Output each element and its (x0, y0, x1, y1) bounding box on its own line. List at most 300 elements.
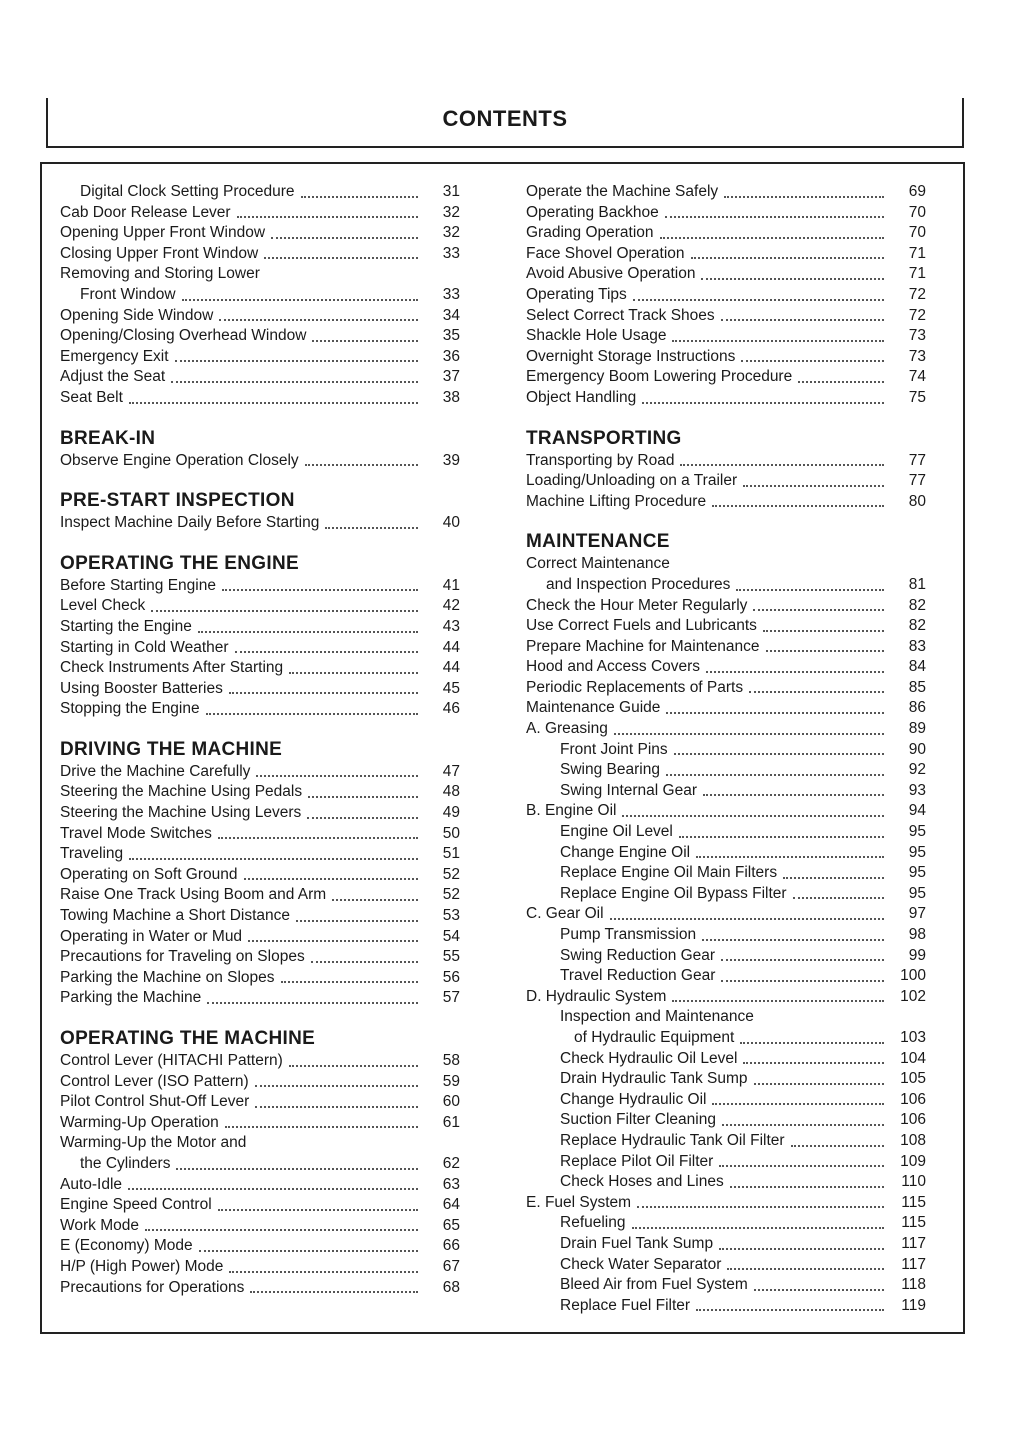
toc-section (60, 489, 460, 534)
toc-entry-page: 44 (442, 638, 460, 656)
toc-entry-page: 68 (442, 1278, 460, 1296)
toc-entry-page: 100 (900, 967, 926, 985)
toc-entry-page: 115 (901, 1214, 926, 1232)
dot-leader (679, 834, 884, 838)
dot-leader (289, 1063, 418, 1067)
toc-entry-label: Engine Oil Level (560, 823, 673, 841)
toc-entry-page: 102 (900, 987, 926, 1005)
toc-entry-page: 64 (442, 1196, 460, 1214)
toc-entry[interactable] (60, 617, 460, 638)
toc-entry-page: 99 (908, 946, 926, 964)
toc-entry[interactable] (526, 347, 926, 368)
dot-leader (206, 711, 418, 715)
toc-entry[interactable] (60, 1175, 460, 1196)
dot-leader (666, 772, 884, 776)
toc-entry[interactable] (526, 801, 926, 822)
toc-entry-page: 54 (442, 927, 460, 945)
toc-entry-page: 119 (901, 1296, 926, 1314)
dot-leader (766, 648, 885, 652)
toc-entry[interactable] (526, 1213, 926, 1234)
toc-entry-label: Change Engine Oil (560, 843, 691, 861)
toc-entry[interactable] (526, 326, 926, 347)
toc-entry-page: 59 (442, 1072, 460, 1090)
toc-entry-label: Stopping the Engine (60, 700, 200, 718)
toc-entry-page: 57 (442, 989, 460, 1007)
toc-entry-label: Operate the Machine Safely (526, 183, 719, 200)
toc-entry-page: 117 (901, 1234, 926, 1252)
dot-leader (633, 297, 884, 301)
toc-entry-label: Use Correct Fuels and Lubricants (526, 617, 757, 635)
toc-entry-label: Check Instruments After Starting (60, 659, 284, 677)
dot-leader (255, 1083, 418, 1087)
dot-leader (289, 670, 418, 674)
toc-entry[interactable] (60, 367, 460, 388)
toc-entry[interactable] (526, 1049, 926, 1070)
toc-entry[interactable] (60, 285, 460, 306)
toc-entry[interactable] (526, 740, 926, 761)
toc-entry[interactable] (60, 1051, 460, 1072)
toc-entry[interactable] (526, 863, 926, 884)
toc-entry-page: 41 (442, 576, 460, 594)
dot-leader (712, 1101, 884, 1105)
toc-entry-page: 106 (900, 1111, 926, 1129)
toc-entry-page: 82 (908, 596, 926, 614)
dot-leader (721, 957, 884, 961)
toc-entry[interactable] (526, 657, 926, 678)
toc-entry[interactable] (60, 1072, 460, 1093)
toc-entry[interactable] (526, 904, 926, 925)
toc-entry[interactable] (526, 1172, 926, 1193)
toc-entry[interactable] (526, 285, 926, 306)
toc-entry[interactable] (526, 1152, 926, 1173)
toc-entry-label: Travel Reduction Gear (560, 967, 716, 985)
toc-entry[interactable] (60, 388, 460, 409)
toc-entry-label: Auto-Idle (60, 1175, 123, 1193)
toc-entry[interactable] (60, 844, 460, 865)
toc-entry[interactable] (60, 968, 460, 989)
toc-entry-label: Travel Mode Switches (60, 824, 212, 842)
toc-entry[interactable] (60, 1133, 460, 1154)
toc-entry[interactable] (60, 347, 460, 368)
toc-entry-label: Starting in Cold Weather (60, 638, 229, 656)
dot-leader (199, 1248, 418, 1252)
toc-entry-label: Towing Machine a Short Distance (60, 907, 291, 925)
toc-entry-page: 110 (901, 1173, 926, 1191)
toc-entry-page: 75 (908, 388, 926, 406)
toc-entry[interactable] (526, 367, 926, 388)
toc-entry[interactable] (60, 1278, 460, 1299)
toc-entry-label: Swing Bearing (560, 761, 660, 779)
toc-entry-label: Loading/Unloading on a Trailer (526, 472, 738, 490)
toc-entry-label: Transporting by Road (526, 451, 675, 469)
dot-leader (182, 297, 418, 301)
dot-leader (719, 1246, 884, 1250)
toc-entry-label: Steering the Machine Using Pedals (60, 783, 303, 801)
toc-entry-label: Suction Filter Cleaning (560, 1111, 716, 1129)
toc-entry[interactable] (526, 678, 926, 699)
toc-entry[interactable] (526, 946, 926, 967)
toc-section (60, 552, 460, 720)
dot-leader (741, 358, 884, 362)
dot-leader (740, 1040, 884, 1044)
toc-entry-label: Swing Reduction Gear (560, 946, 716, 964)
toc-entry-page: 92 (908, 761, 926, 779)
toc-entry[interactable] (526, 843, 926, 864)
toc-entry[interactable] (60, 264, 460, 285)
toc-entry[interactable] (526, 1007, 926, 1028)
toc-entry-label: Periodic Replacements of Parts (526, 678, 744, 696)
toc-section (526, 182, 926, 409)
toc-entry-label: Control Lever (HITACHI Pattern) (60, 1052, 283, 1069)
toc-entry-page: 34 (442, 306, 460, 324)
dot-leader (610, 916, 884, 920)
dot-leader (736, 587, 884, 591)
toc-entry-page: 44 (442, 659, 460, 677)
toc-entry-label: B. Engine Oil (526, 802, 617, 820)
toc-entry-page: 31 (442, 183, 460, 200)
right-column (526, 182, 926, 1316)
toc-entry-label: Pump Transmission (560, 926, 697, 943)
toc-entry[interactable] (526, 616, 926, 637)
toc-entry[interactable] (60, 658, 460, 679)
dot-leader (281, 979, 418, 983)
dot-leader (151, 608, 418, 612)
toc-entry[interactable] (526, 1131, 926, 1152)
section-heading: BREAK-IN (60, 427, 156, 449)
toc-entry[interactable] (526, 182, 926, 203)
toc-entry[interactable] (526, 781, 926, 802)
toc-entry-page: 71 (908, 265, 926, 283)
toc-entry[interactable] (526, 203, 926, 224)
toc-entry-page: 85 (908, 678, 926, 696)
toc-entry-page: 47 (442, 762, 460, 780)
toc-entry[interactable] (60, 906, 460, 927)
toc-entry-page: 106 (900, 1090, 926, 1108)
toc-entry-label: Parking the Machine on Slopes (60, 968, 275, 986)
dot-leader (660, 235, 884, 239)
dot-leader (798, 379, 884, 383)
dot-leader (730, 1184, 884, 1188)
toc-entry[interactable] (60, 1092, 460, 1113)
toc-entry-page: 52 (442, 865, 460, 883)
toc-entry[interactable] (526, 492, 926, 513)
toc-entry-label: Removing and Storing Lower (60, 265, 260, 283)
dot-leader (703, 792, 884, 796)
toc-entry[interactable] (526, 596, 926, 617)
toc-entry[interactable] (526, 966, 926, 987)
toc-entry[interactable] (60, 1236, 460, 1257)
dot-leader (691, 255, 884, 259)
contents-frame (40, 162, 965, 1334)
dot-leader (754, 1287, 884, 1291)
toc-entry-label: Grading Operation (526, 224, 654, 242)
dot-leader (743, 1060, 884, 1064)
dot-leader (244, 876, 418, 880)
toc-entry-page: 84 (908, 658, 926, 676)
dot-leader (176, 1166, 418, 1170)
toc-entry-page: 94 (908, 802, 926, 820)
toc-entry-label: Before Starting Engine (60, 576, 216, 594)
toc-entry-label: Operating Tips (526, 285, 627, 303)
toc-entry-label: Operating Backhoe (526, 203, 659, 221)
toc-entry-page: 56 (442, 968, 460, 986)
toc-entry[interactable] (526, 1193, 926, 1214)
toc-entry[interactable] (60, 306, 460, 327)
toc-entry-page: 63 (442, 1175, 460, 1193)
toc-entry-page: 86 (908, 699, 926, 717)
dot-leader (637, 1204, 884, 1208)
toc-entry[interactable] (526, 1028, 926, 1049)
dot-leader (743, 483, 884, 487)
toc-entry[interactable] (60, 1216, 460, 1237)
toc-entry-page: 48 (442, 783, 460, 801)
toc-entry[interactable] (60, 203, 460, 224)
toc-entry-page: 73 (908, 347, 926, 365)
toc-entry[interactable] (60, 1113, 460, 1134)
toc-entry[interactable] (60, 927, 460, 948)
toc-entry-page: 51 (442, 845, 460, 863)
toc-entry[interactable] (60, 803, 460, 824)
toc-entry[interactable] (526, 1255, 926, 1276)
dot-leader (128, 1186, 418, 1190)
toc-entry-label: Work Mode (60, 1216, 139, 1234)
dot-leader (301, 194, 418, 198)
toc-entry[interactable] (60, 182, 460, 203)
toc-entry-label: D. Hydraulic System (526, 987, 667, 1005)
toc-entry[interactable] (526, 987, 926, 1008)
toc-entry-label: and Inspection Procedures (546, 575, 731, 593)
toc-entry[interactable] (526, 925, 926, 946)
dot-leader (237, 214, 418, 218)
dot-leader (719, 1163, 884, 1167)
dot-leader (674, 751, 884, 755)
toc-entry[interactable] (526, 1110, 926, 1131)
toc-entry-label: Object Handling (526, 388, 637, 406)
dot-leader (632, 1225, 885, 1229)
toc-entry-page: 65 (442, 1216, 460, 1234)
dot-leader (229, 1269, 418, 1273)
toc-entry-label: E (Economy) Mode (60, 1237, 193, 1255)
toc-entry[interactable] (60, 576, 460, 597)
toc-entry[interactable] (60, 824, 460, 845)
toc-entry[interactable] (526, 554, 926, 575)
dot-leader (255, 1104, 418, 1108)
toc-entry[interactable] (526, 822, 926, 843)
toc-entry-page: 108 (900, 1131, 926, 1149)
dot-leader (706, 669, 884, 673)
toc-entry-page: 118 (901, 1276, 926, 1294)
toc-entry[interactable] (60, 326, 460, 347)
dot-leader (763, 628, 884, 632)
toc-entry-page: 82 (908, 617, 926, 635)
toc-entry[interactable] (526, 264, 926, 285)
dot-leader (225, 1124, 418, 1128)
toc-entry[interactable] (60, 596, 460, 617)
toc-entry-page: 74 (908, 368, 926, 386)
dot-leader (252, 1147, 454, 1149)
toc-entry[interactable] (526, 637, 926, 658)
toc-entry-label: Opening/Closing Overhead Window (60, 327, 307, 345)
dot-leader (307, 815, 418, 819)
dot-leader (175, 358, 418, 362)
toc-entry[interactable] (526, 719, 926, 740)
dot-leader (727, 1266, 884, 1270)
section-heading: MAINTENANCE (526, 531, 670, 553)
toc-section (60, 427, 460, 472)
toc-entry-page: 93 (908, 781, 926, 799)
toc-entry-page: 73 (908, 327, 926, 345)
toc-entry-page: 49 (442, 804, 460, 822)
toc-section (60, 182, 460, 409)
dot-leader (198, 629, 418, 633)
toc-entry-label: Observe Engine Operation Closely (60, 451, 299, 469)
toc-entry[interactable] (526, 223, 926, 244)
toc-entry-label: Shackle Hole Usage (526, 327, 667, 345)
dot-leader (754, 1081, 884, 1085)
toc-entry-page: 72 (908, 285, 926, 303)
dot-leader (312, 338, 418, 342)
dot-leader (129, 856, 418, 860)
toc-entry-page: 46 (442, 700, 460, 718)
toc-entry-label: Bleed Air from Fuel System (560, 1276, 748, 1294)
toc-entry-label: Traveling (60, 845, 124, 863)
toc-entry-label: Cab Door Release Lever (60, 203, 231, 221)
toc-entry-page: 53 (442, 907, 460, 925)
toc-entry-page: 90 (908, 740, 926, 758)
dot-leader (642, 400, 884, 404)
dot-leader (676, 568, 920, 570)
section-heading: PRE-START INSPECTION (60, 490, 295, 512)
toc-entry[interactable] (60, 1257, 460, 1278)
toc-entry-label: H/P (High Power) Mode (60, 1257, 224, 1275)
dot-leader (696, 1307, 884, 1311)
dot-leader (264, 255, 418, 259)
toc-entry-page: 81 (908, 575, 926, 593)
dot-leader (235, 649, 418, 653)
toc-entry[interactable] (526, 451, 926, 472)
toc-entry-page: 71 (908, 244, 926, 262)
dot-leader (145, 1227, 418, 1231)
toc-entry-label: Check Hoses and Lines (560, 1173, 724, 1191)
toc-entry-page: 32 (442, 203, 460, 221)
toc-entry[interactable] (526, 760, 926, 781)
dot-leader (248, 938, 418, 942)
toc-entry-label: of Hydraulic Equipment (574, 1028, 735, 1046)
page-title: CONTENTS (442, 106, 568, 131)
toc-entry[interactable] (60, 762, 460, 783)
toc-entry-label: Engine Speed Control (60, 1196, 212, 1214)
toc-entry-page: 105 (900, 1070, 926, 1088)
dot-leader (793, 895, 884, 899)
toc-entry[interactable] (60, 513, 460, 534)
toc-entry-label: Opening Side Window (60, 306, 214, 324)
toc-entry-label: Replace Engine Oil Bypass Filter (560, 884, 787, 902)
toc-entry-label: Seat Belt (60, 388, 123, 406)
toc-entry-label: Operating in Water or Mud (60, 927, 243, 945)
toc-entry[interactable] (526, 575, 926, 596)
toc-entry[interactable] (60, 782, 460, 803)
dot-leader (760, 1021, 920, 1023)
toc-entry-page: 33 (442, 244, 460, 262)
toc-entry[interactable] (60, 244, 460, 265)
toc-entry[interactable] (526, 1234, 926, 1255)
toc-entry[interactable] (526, 884, 926, 905)
toc-entry-page: 95 (908, 864, 926, 882)
toc-entry[interactable] (60, 885, 460, 906)
toc-entry-page: 62 (442, 1154, 460, 1172)
toc-entry-label: Replace Pilot Oil Filter (560, 1152, 714, 1170)
toc-entry-page: 38 (442, 388, 460, 406)
toc-entry-page: 61 (442, 1113, 460, 1131)
toc-entry[interactable] (60, 947, 460, 968)
dot-leader (721, 978, 884, 982)
toc-entry-page: 95 (908, 843, 926, 861)
toc-entry-label: Pilot Control Shut-Off Lever (60, 1093, 250, 1111)
toc-entry[interactable] (526, 1069, 926, 1090)
dot-leader (680, 462, 884, 466)
toc-entry-label: Correct Maintenance (526, 555, 670, 573)
toc-entry[interactable] (60, 865, 460, 886)
toc-entry[interactable] (60, 988, 460, 1009)
toc-entry[interactable] (60, 1195, 460, 1216)
toc-entry[interactable] (60, 699, 460, 720)
dot-leader (219, 317, 418, 321)
toc-entry[interactable] (60, 451, 460, 472)
toc-entry-label: Check Water Separator (560, 1255, 722, 1273)
dot-leader (207, 1000, 418, 1004)
toc-entry[interactable] (60, 638, 460, 659)
toc-entry-page: 70 (908, 203, 926, 221)
section-heading: DRIVING THE MACHINE (60, 738, 283, 760)
toc-entry-page: 50 (442, 824, 460, 842)
toc-entry[interactable] (526, 1275, 926, 1296)
dot-leader (665, 214, 884, 218)
toc-entry[interactable] (526, 306, 926, 327)
toc-entry[interactable] (60, 679, 460, 700)
toc-entry[interactable] (526, 1090, 926, 1111)
toc-entry[interactable] (60, 223, 460, 244)
dot-leader (222, 587, 418, 591)
dot-leader (702, 937, 884, 941)
toc-entry-label: Precautions for Operations (60, 1278, 245, 1296)
left-column (60, 182, 460, 1298)
toc-entry-label: Prepare Machine for Maintenance (526, 637, 760, 655)
toc-entry-label: Replace Fuel Filter (560, 1296, 691, 1314)
toc-entry-label: Check the Hour Meter Regularly (526, 596, 748, 614)
toc-entry-label: Digital Clock Setting Procedure (80, 183, 295, 200)
toc-entry-page: 33 (442, 285, 460, 303)
section-heading: OPERATING THE ENGINE (60, 552, 299, 574)
toc-entry-page: 83 (908, 637, 926, 655)
toc-entry[interactable] (526, 244, 926, 265)
toc-entry-label: Starting the Engine (60, 617, 192, 635)
toc-entry[interactable] (526, 388, 926, 409)
toc-entry[interactable] (526, 698, 926, 719)
toc-entry-label: Refueling (560, 1214, 626, 1232)
toc-entry-label: Front Window (80, 285, 176, 303)
toc-entry[interactable] (60, 1154, 460, 1175)
dot-leader (266, 278, 454, 280)
toc-entry-page: 37 (442, 368, 460, 386)
toc-entry-label: A. Greasing (526, 720, 608, 738)
toc-entry-label: Emergency Exit (60, 347, 169, 365)
toc-entry-page: 39 (442, 451, 460, 469)
toc-entry[interactable] (526, 1296, 926, 1317)
toc-entry-label: Inspection and Maintenance (560, 1008, 754, 1026)
toc-entry-label: Warming-Up Operation (60, 1113, 219, 1131)
toc-entry[interactable] (526, 471, 926, 492)
toc-entry-page: 43 (442, 617, 460, 635)
